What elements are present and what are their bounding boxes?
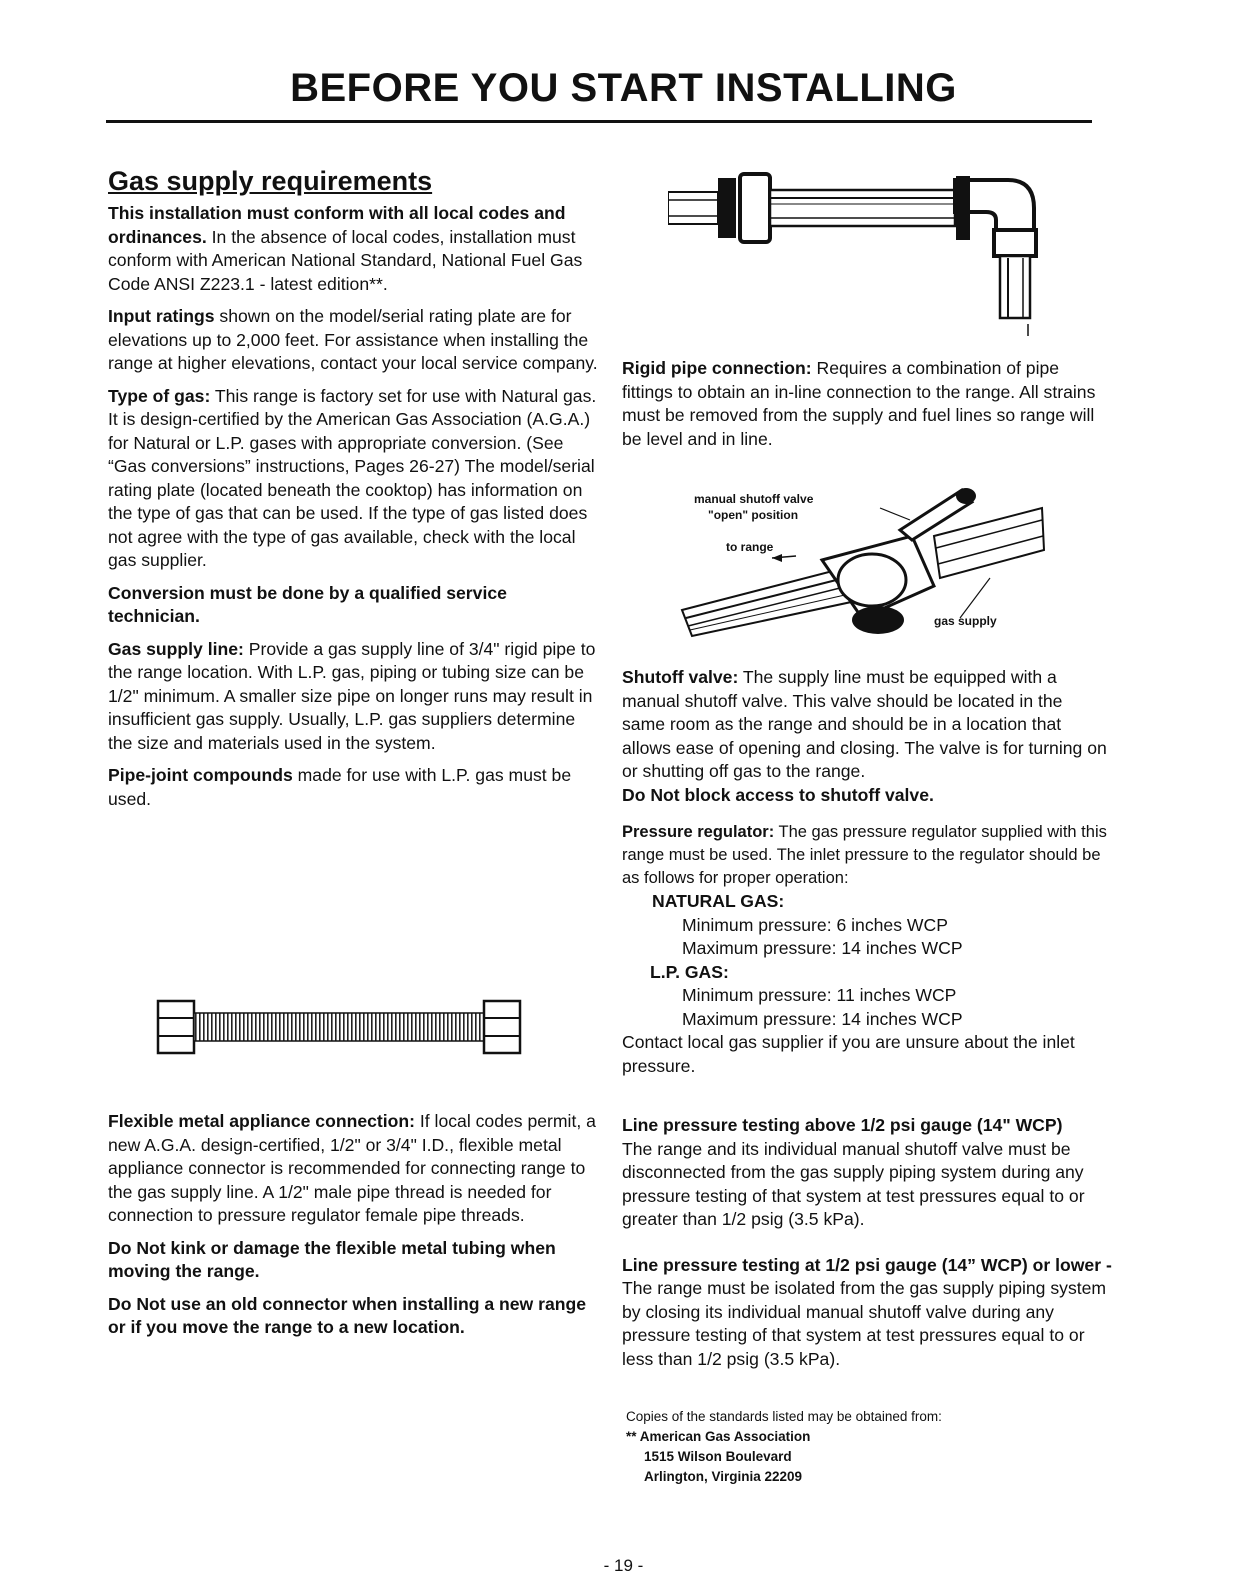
codes-paragraph: This installation must conform with all local codes and ordinances. In the absence of local codes, installation must conform with American National Standard, National Fuel Gas Code ANSI Z223.1 - latest edition**.	[108, 203, 583, 294]
do-not-kink-warning: Do Not kink or damage the flexible metal tubing when moving the range.	[108, 1237, 556, 1281]
footnote	[626, 1407, 942, 1487]
type-of-gas-paragraph: Type of gas: This range is factory set for use with Natural gas. It is design-certified by the American Gas Association (A.G.A.) for Natural or L.P. gases with appropriate conversion. (See “Gas conversions” instructions, Pages 26-27) The model/serial rating plate (located beneath the cooktop) has information on the type of gas that can be used. If the type of gas listed does not agree with the type of gas available, check with the local gas supplier.	[108, 385, 597, 570]
contact-supplier-text: Contact local gas supplier if you are unsure about the inlet pressure.	[622, 1032, 1075, 1076]
natural-gas-heading: NATURAL GAS:	[652, 891, 785, 911]
do-not-use-old-warning: Do Not use an old connector when installing a new range or if you move the range to a new location.	[108, 1293, 587, 1337]
input-ratings-paragraph: Input ratings shown on the model/serial rating plate are for elevations up to 2,000 feet. For assistance when installing the range at higher elevations, contact your local service company.	[108, 306, 598, 373]
left-column-bottom	[108, 1110, 600, 1349]
line-testing-above-paragraph: Line pressure testing above 1/2 psi gauge (14" WCP) The range and its individual manual shutoff valve must be disconnected from the gas supply piping system during any pressure testing of that system at test pressures equal to or greater than 1/2 psig (3.5 kPa).	[622, 1115, 1085, 1229]
rigid-pipe-illustration	[668, 168, 1048, 338]
conversion-paragraph: Conversion must be done by a qualified service technician.	[108, 582, 507, 626]
gas-supply-line-paragraph: Gas supply line: Provide a gas supply line of 3/4" rigid pipe to the range location. With L.P. gas, piping or tubing size can be 1/2" minimum. A smaller size pipe on longer runs may result in insufficient gas supply. Usually, L.P. gas suppliers determine the size and materials used in the system.	[108, 638, 596, 753]
footnote-street: 1515 Wilson Boulevard	[644, 1449, 792, 1464]
footnote-org: ** American Gas Association	[626, 1429, 811, 1444]
right-column-middle	[622, 666, 1108, 1087]
footnote-intro: Copies of the standards listed may be obtained from:	[626, 1409, 942, 1424]
lp-max-pressure: Maximum pressure: 14 inches WCP	[682, 1008, 963, 1029]
pipe-joint-paragraph: Pipe-joint compounds made for use with L.P. gas must be used.	[108, 765, 572, 809]
left-column-top	[108, 166, 598, 820]
gas-supply-label: gas supply	[934, 614, 997, 628]
section-heading: Gas supply requirements	[108, 166, 433, 196]
lp-min-pressure: Minimum pressure: 11 inches WCP	[682, 985, 957, 1005]
footnote-city: Arlington, Virginia 22209	[644, 1469, 803, 1484]
lp-gas-heading: L.P. GAS:	[650, 961, 729, 982]
pressure-regulator-paragraph: Pressure regulator: The gas pressure regulator supplied with this range must be used. The inlet pressure to the regulator should be as follows for proper operation:	[622, 823, 1107, 887]
flexible-connection-paragraph: Flexible metal appliance connection: If local codes permit, a new A.G.A. design-certified, 1/2" or 3/4" I.D., flexible metal appliance connector is recommended for connecting range to the gas supply line. A 1/2" male pipe thread is needed for connection to pressure regulator female pipe threads.	[108, 1111, 596, 1225]
right-column-top	[622, 357, 1108, 460]
page-number: - 19 -	[603, 1556, 644, 1575]
line-testing-at-paragraph: Line pressure testing at 1/2 psi gauge (14” WCP) or lower - The range must be isolated from the gas supply piping system by closing its individual manual shutoff valve during any pressure testing of that system at test pressures equal to or less than 1/2 psig (3.5 kPa).	[622, 1254, 1112, 1369]
shutoff-valve-paragraph: Shutoff valve: The supply line must be equipped with a manual shutoff valve. This valve should be located in the same room as the range and should be in a location that allows ease of opening and closing. The valve is for turning on or shutting off gas to the range. Do Not block access to shutoff valve.	[622, 667, 1107, 805]
title-rule	[106, 120, 1092, 123]
manual-shutoff-label: manual shutoff valve	[694, 492, 814, 506]
rigid-pipe-paragraph: Rigid pipe connection: Requires a combination of pipe fittings to obtain an in-line connection to the range. All strains must be removed from the supply and fuel lines so range will be level and in line.	[622, 358, 1096, 449]
page-title: BEFORE YOU START INSTALLING	[290, 66, 957, 110]
open-position-label: "open" position	[708, 508, 799, 522]
shutoff-valve-illustration	[672, 478, 1052, 648]
right-column-bottom	[622, 1114, 1116, 1380]
flexible-connector-illustration	[155, 998, 530, 1060]
natural-max-pressure: Maximum pressure: 14 inches WCP	[682, 938, 963, 958]
to-range-label: to range	[726, 540, 774, 554]
natural-min-pressure: Minimum pressure: 6 inches WCP	[682, 914, 948, 935]
